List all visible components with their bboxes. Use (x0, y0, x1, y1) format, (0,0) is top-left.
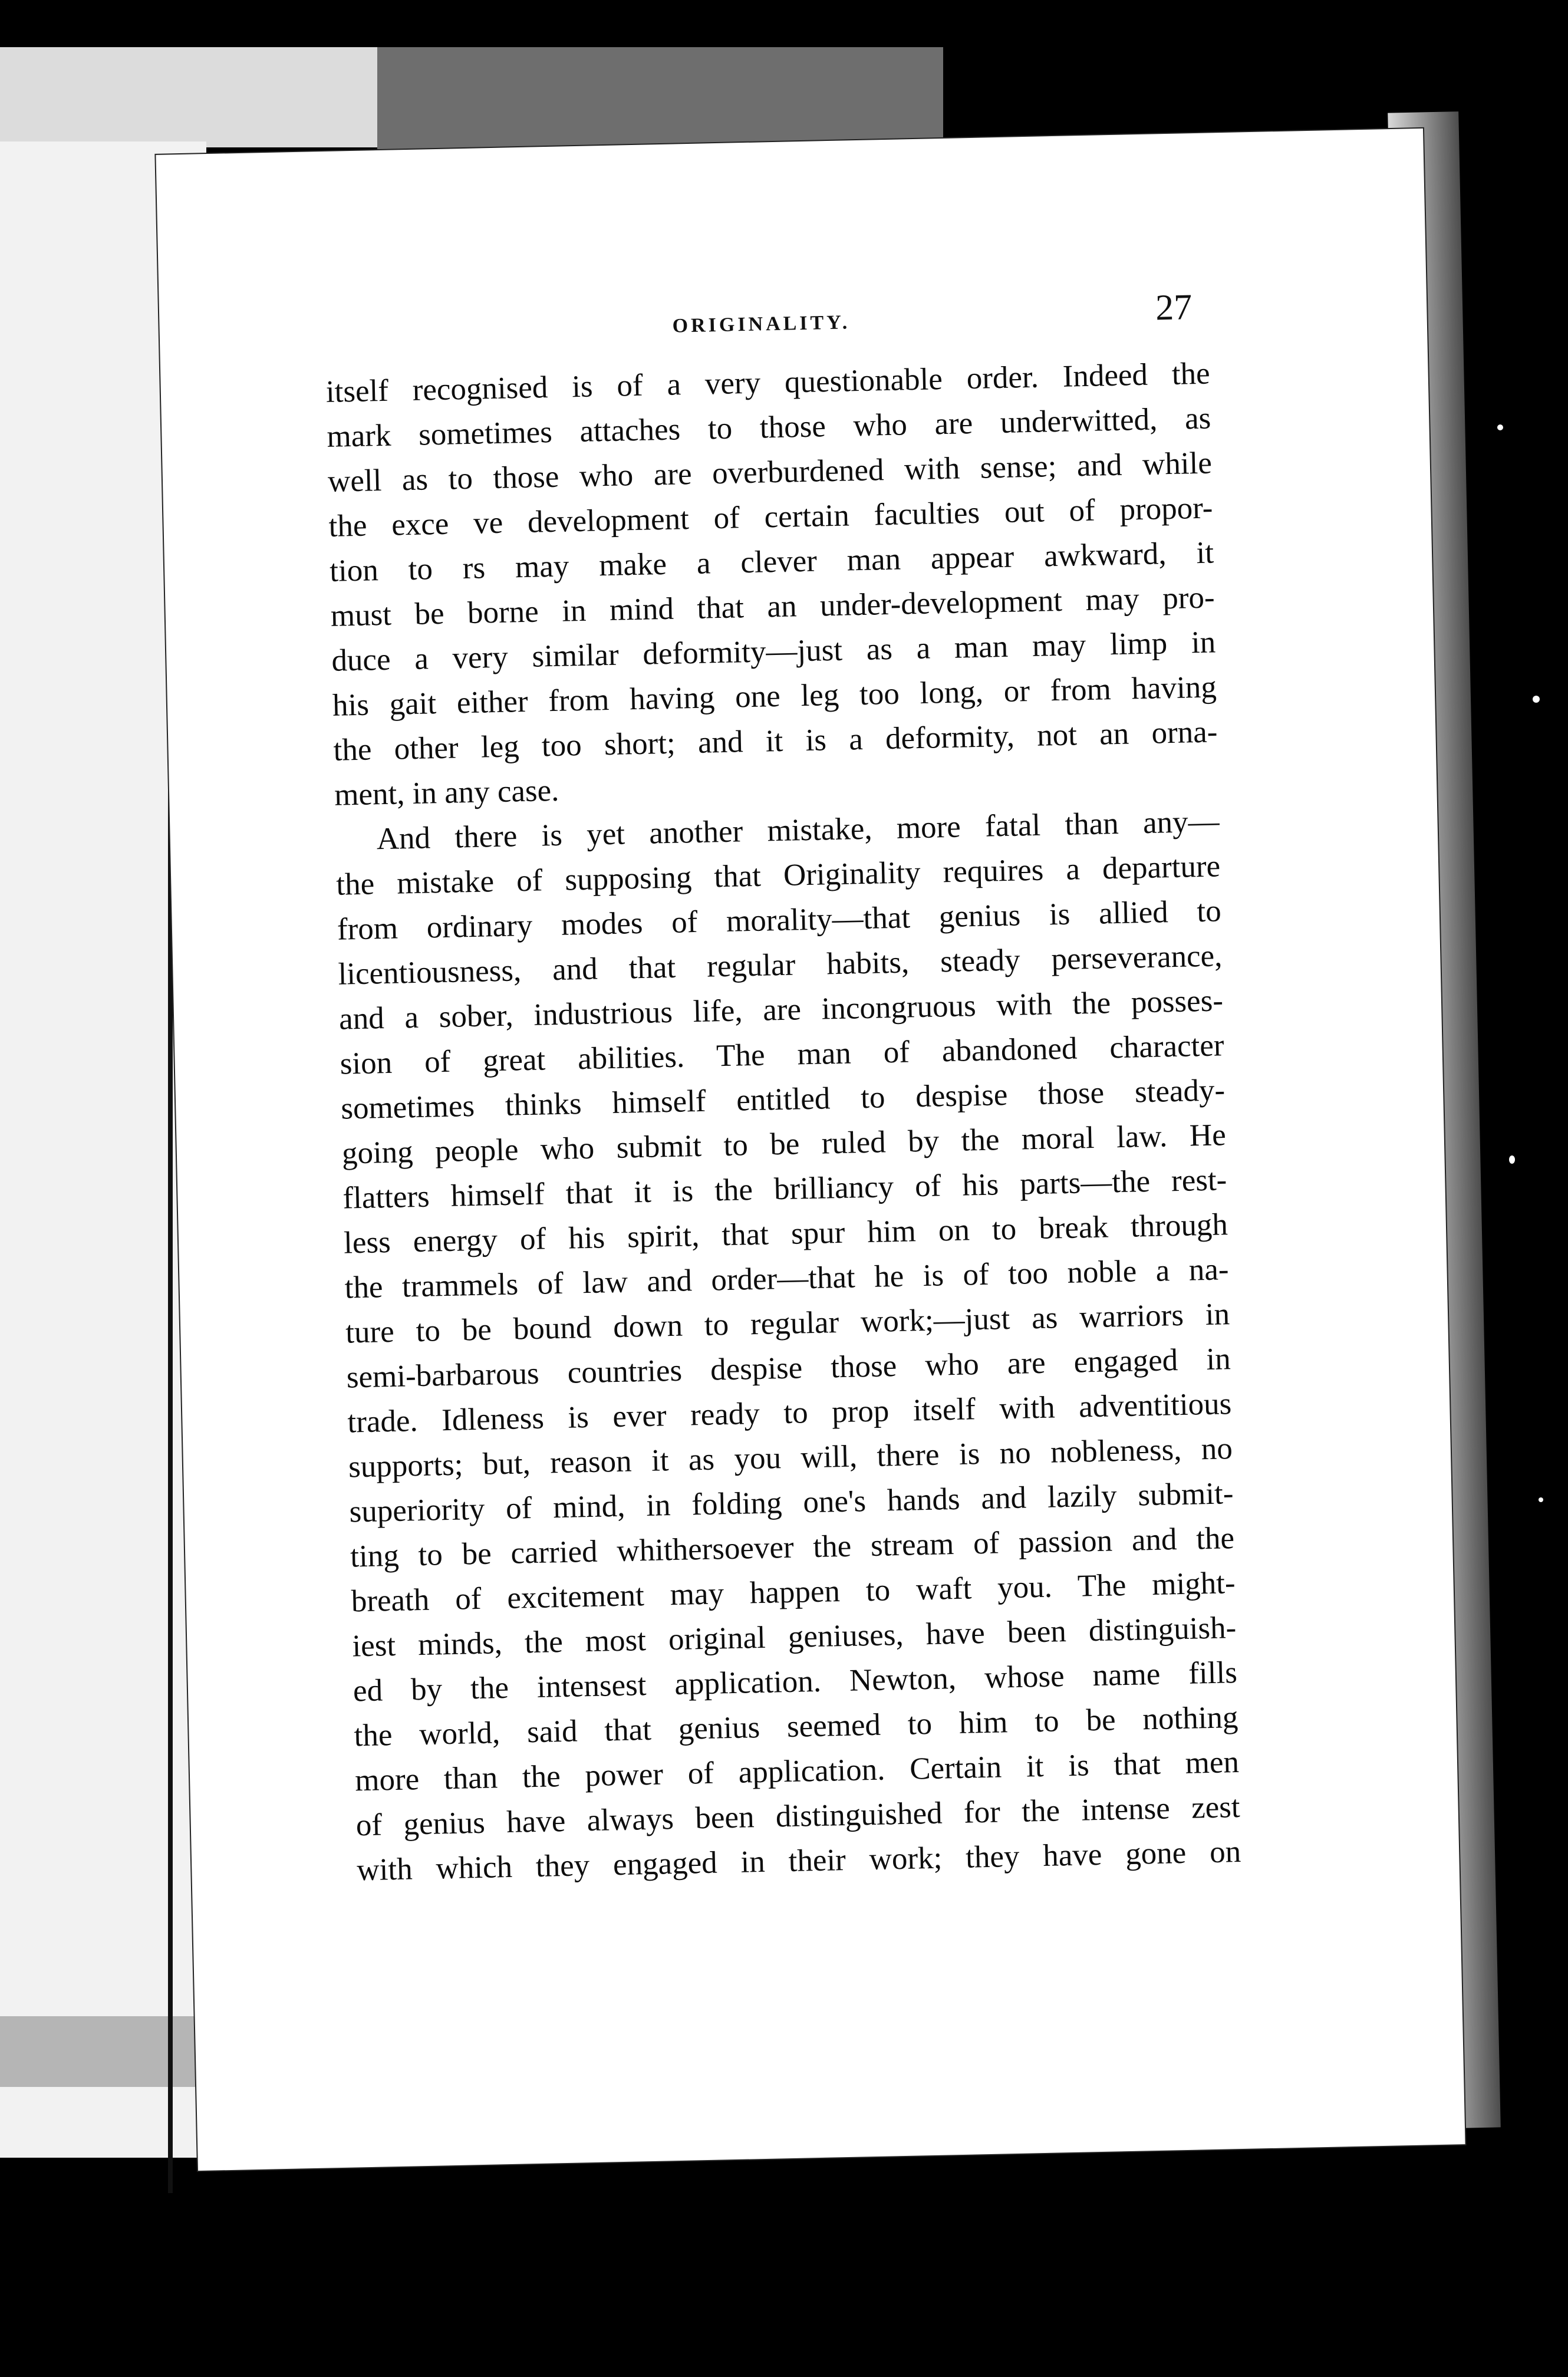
text-line: the mistake of supposing that Originality requires a departure (335, 849, 1221, 902)
text-line: the other leg too short; and it is a deformity, not an orna- (333, 715, 1218, 768)
text-line: iest minds, the most original geniuses, have been distinguish- (351, 1611, 1237, 1664)
text-line: must be borne in mind that an under-development may pro- (330, 580, 1215, 633)
text-line: mark sometimes attaches to those who are underwitted, as (326, 401, 1211, 454)
text-line: flatters himself that it is the brilliancy of his parts—the rest- (342, 1163, 1227, 1216)
book-page (156, 129, 1465, 2171)
scan-speck (1509, 1155, 1515, 1164)
text-line: sion of great abilities. The man of abandoned character (340, 1028, 1225, 1081)
text-line: of genius have always been distinguished for the intense zest (355, 1789, 1241, 1843)
text-line: sometimes thinks himself entitled to despise those steady- (340, 1073, 1226, 1126)
body-text (325, 351, 1241, 1893)
text-line: tion to rs may make a clever man appear awkward, it (329, 535, 1214, 588)
text-line: with which they engaged in their work; they have gone on (356, 1834, 1241, 1888)
text-line: and a sober, industrious life, are incongruous with the posses- (338, 983, 1224, 1036)
scan-speck (1533, 696, 1540, 703)
text-line: licentiousness, and that regular habits, steady perseverance, (337, 939, 1223, 992)
text-line: less energy of his spirit, that spur him on to break through (343, 1207, 1228, 1260)
running-head: ORIGINALITY. (672, 311, 851, 337)
text-line: supports; but, reason it as you will, there is no nobleness, no (348, 1431, 1233, 1484)
text-line: his gait either from having one leg too long, or from having (332, 670, 1217, 723)
text-line: ture to be bound down to regular work;—just as warriors in (345, 1297, 1230, 1350)
text-line: from ordinary modes of morality—that genius is allied to (337, 894, 1222, 947)
scan-speck (1497, 424, 1503, 430)
text-line: the trammels of law and order—that he is of too noble a na- (344, 1252, 1230, 1305)
text-line: ed by the intensest application. Newton, whose name fills (353, 1655, 1238, 1708)
text-line: semi-barbarous countries despise those who are engaged in (346, 1342, 1231, 1395)
text-line: ment, in any case. (334, 773, 559, 812)
scan-speck (1539, 1497, 1543, 1502)
text-line: the exce ve development of certain faculties out of propor- (328, 490, 1213, 544)
scan-background-strip (0, 47, 377, 147)
text-line: And there is yet another mistake, more fatal than any— (376, 804, 1220, 857)
page-header (159, 282, 1427, 355)
text-line: trade. Idleness is ever ready to prop itself with adventitious (347, 1387, 1232, 1440)
facing-page-edge (0, 2016, 206, 2087)
text-line: more than the power of application. Certain it is that men (354, 1745, 1240, 1798)
text-line: breath of excitement may happen to waft you. The might- (351, 1566, 1236, 1619)
text-line: superiority of mind, in folding one's hands and lazily submit- (349, 1476, 1234, 1529)
text-line: duce a very similar deformity—just as a man may limp in (331, 625, 1216, 678)
text-line: well as to those who are overburdened with sense; and while (327, 446, 1213, 499)
text-line: ting to be carried whithersoever the stream of passion and the (350, 1521, 1235, 1574)
text-line: going people who submit to be ruled by the moral law. He (341, 1118, 1227, 1171)
text-line: the world, said that genius seemed to him to be nothing (354, 1700, 1238, 1753)
page-number: 27 (1155, 287, 1193, 328)
text-line: itself recognised is of a very questionable order. Indeed the (325, 356, 1211, 409)
